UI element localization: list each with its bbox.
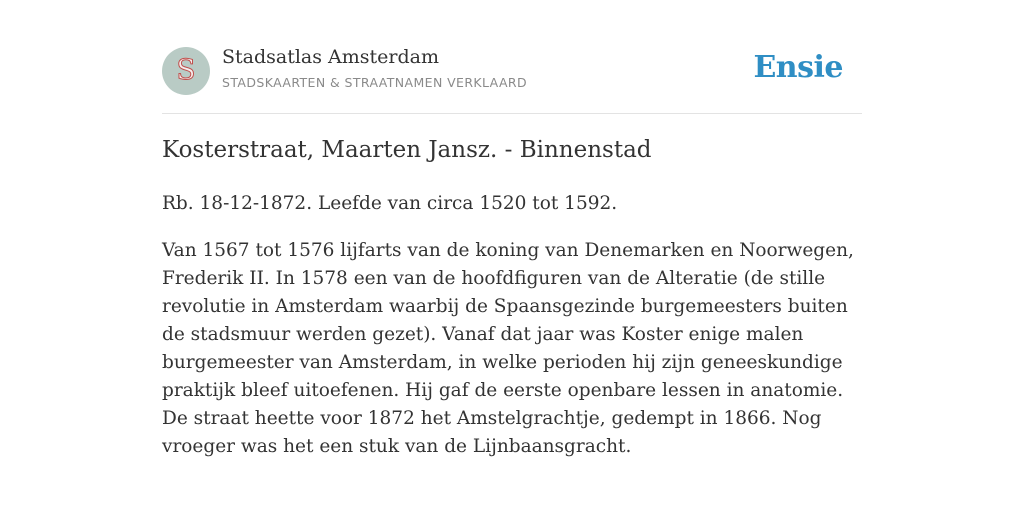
entry-paragraph-1: Rb. 18-12-1872. Leefde van circa 1520 tot 1592. bbox=[162, 193, 618, 214]
site-header bbox=[162, 0, 862, 114]
site-subtitle: STADSKAARTEN & STRAATNAMEN VERKLAARD bbox=[222, 75, 528, 90]
site-title[interactable]: Stadsatlas Amsterdam bbox=[222, 46, 440, 68]
entry-paragraph-2: Van 1567 tot 1576 lijfarts van de koning van Denemarken en Noorwegen, Frederik II. In 1578 een van de hoofdfiguren van de Alteratie (de stille revolutie in Amsterdam waarbij de Spaansgezinde burgemeesters buiten de stadsmuur werden gezet). Vanaf dat jaar was Koster enige malen burgemeester van Amsterdam, in welke perioden hij zijn geneeskundige praktijk bleef uitoefenen. Hij gaf de eerste openbare lessen in anatomie. De straat heette voor 1872 het Amstelgrachtje, gedempt in 1866. Nog vroeger was het een stuk van de Lijnbaansgracht. bbox=[162, 240, 854, 457]
page-title: Kosterstraat, Maarten Jansz. - Binnenstad bbox=[162, 137, 652, 163]
avatar[interactable] bbox=[162, 47, 210, 95]
avatar-letter: S bbox=[176, 53, 196, 86]
brand-logo[interactable]: Ensie bbox=[753, 50, 843, 85]
